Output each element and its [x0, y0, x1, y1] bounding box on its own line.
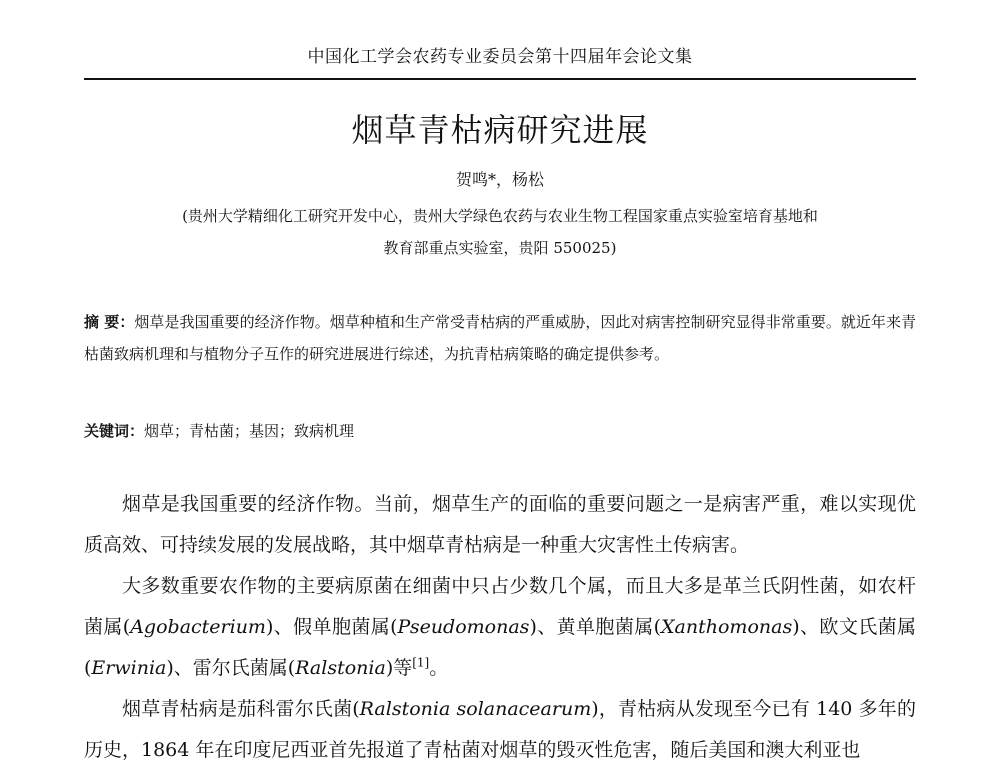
paper-authors: 贺鸣*，杨松 — [455, 170, 544, 189]
abstract — [84, 306, 916, 370]
paper-title: 烟草青枯病研究进展 — [351, 111, 649, 149]
genus-agobacterium: Agobacterium — [130, 616, 266, 638]
abstract-text: 烟草是我国重要的经济作物。烟草种植和生产常受青枯病的严重威胁，因此对病害控制研究显得非常重要。就近年来青枯菌致病机理和与植物分子互作的研究进展进行综述，为抗青枯病策略的确定提供参考。 — [84, 313, 916, 363]
keywords-text: 烟草；青枯菌；基因；致病机理 — [144, 422, 355, 440]
citation-1: [1] — [412, 655, 430, 670]
p2-text-c: )、黄单胞菌属( — [529, 616, 662, 638]
running-header: 中国化工学会农药专业委员会第十四届年会论文集 — [84, 44, 916, 80]
body-paragraph-3 — [84, 689, 916, 771]
p2-text-a: 大多数重要农作物的主要病原菌在细菌中只占少数几个属，而且大多是革兰氏阴性菌，如农杆菌属( — [84, 575, 916, 638]
p2-text-e: )、雷尔氏菌属( — [166, 657, 296, 679]
p3-text-b: )，青枯病从发现至今已有 140 多年的历史，1864 年在印度尼西亚首先报道了青枯菌对烟草的毁灭性危害，随后美国和澳大利亚也 — [84, 698, 916, 761]
body-text — [84, 484, 916, 771]
body-paragraph-1: 烟草是我国重要的经济作物。当前，烟草生产的面临的重要问题之一是病害严重，难以实现优质高效、可持续发展的发展战略，其中烟草青枯病是一种重大灾害性土传病害。 — [84, 493, 916, 556]
paper-affiliation — [84, 200, 916, 264]
species-ralstonia-solanacearum: Ralstonia solanacearum — [359, 698, 592, 720]
genus-pseudomonas: Pseudomonas — [397, 616, 530, 638]
body-paragraph-2 — [84, 566, 916, 689]
p2-text-g: 。 — [429, 657, 449, 679]
keywords — [84, 418, 916, 444]
keywords-label: 关键词： — [84, 422, 145, 440]
affiliation-line-2: 教育部重点实验室，贵阳 550025) — [383, 239, 617, 257]
genus-erwinia: Erwinia — [91, 657, 167, 679]
p2-text-d: )、欧文氏菌属( — [84, 616, 916, 679]
genus-xanthomonas: Xanthomonas — [661, 616, 793, 638]
affiliation-line-1: (贵州大学精细化工研究开发中心，贵州大学绿色农药与农业生物工程国家重点实验室培育基地和 — [182, 207, 818, 225]
genus-ralstonia: Ralstonia — [295, 657, 386, 679]
p2-text-f: )等 — [385, 657, 413, 679]
abstract-label: 摘 要： — [84, 313, 135, 331]
p2-text-b: )、假单胞菌属( — [265, 616, 398, 638]
p3-text-a: 烟草青枯病是茄科雷尔氏菌( — [122, 698, 360, 720]
